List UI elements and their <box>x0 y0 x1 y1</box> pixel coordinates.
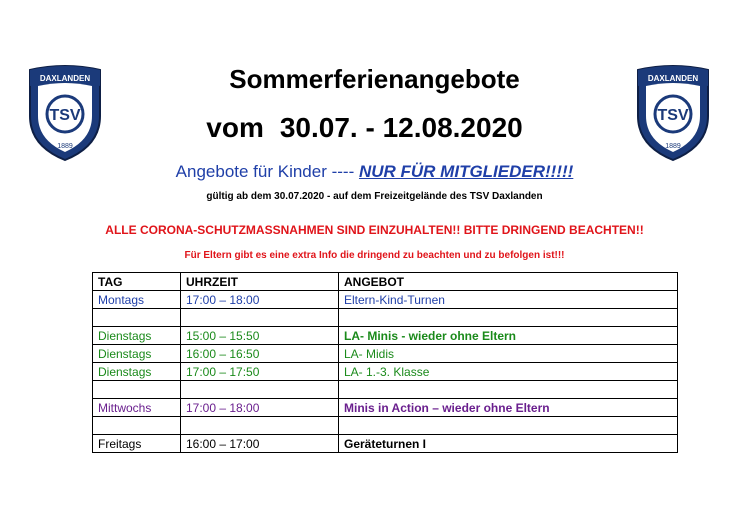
cell-offer: Eltern-Kind-Turnen <box>339 291 678 309</box>
cell-time: 16:00 – 17:00 <box>181 435 339 453</box>
cell-day: Dienstags <box>93 345 181 363</box>
cell-day: Dienstags <box>93 363 181 381</box>
table-row <box>93 327 678 345</box>
date-range: 30.07. - 12.08.2020 <box>279 112 523 143</box>
cell-time: 16:00 – 16:50 <box>181 345 339 363</box>
table-row-empty <box>93 417 678 435</box>
cell-offer: LA- Minis - wieder ohne Eltern <box>339 327 678 345</box>
date-prefix: vom <box>206 112 264 143</box>
svg-text:1889: 1889 <box>57 143 73 150</box>
schedule-table <box>92 272 678 453</box>
cell-day: Mittwochs <box>93 399 181 417</box>
subtitle-lead: Angebote für Kinder ---- <box>175 162 359 181</box>
svg-text:1889: 1889 <box>665 143 681 150</box>
table-row <box>93 345 678 363</box>
svg-text:DAXLANDEN: DAXLANDEN <box>647 74 699 83</box>
table-row <box>93 399 678 417</box>
cell-time: 17:00 – 17:50 <box>181 363 339 381</box>
svg-text:TSV: TSV <box>657 107 689 124</box>
subtitle-emphasis: NUR FÜR MITGLIEDER!!!!! <box>358 162 574 181</box>
table-row <box>93 435 678 453</box>
validity-note: gültig ab dem 30.07.2020 - auf dem Freizeitgelände des TSV Daxlanden <box>206 191 543 202</box>
cell-time: 17:00 – 18:00 <box>181 291 339 309</box>
table-row <box>93 363 678 381</box>
parents-warning: Für Eltern gibt es eine extra Info die dringend zu beachten und zu befolgen ist!!! <box>184 250 565 261</box>
cell-offer: LA- Midis <box>339 345 678 363</box>
corona-warning: ALLE CORONA-SCHUTZMASSNAHMEN SIND EINZUHALTEN!! BITTE DRINGEND BEACHTEN!! <box>105 223 644 237</box>
svg-text:TSV: TSV <box>49 107 81 124</box>
table-header-row <box>93 273 678 291</box>
table-row <box>93 291 678 309</box>
svg-text:DAXLANDEN: DAXLANDEN <box>39 74 91 83</box>
column-header-day: TAG <box>93 273 181 291</box>
subtitle <box>0 162 749 182</box>
column-header-offer: ANGEBOT <box>339 273 678 291</box>
cell-offer: Minis in Action – wieder ohne Eltern <box>339 399 678 417</box>
cell-time: 17:00 – 18:00 <box>181 399 339 417</box>
cell-offer: Geräteturnen I <box>339 435 678 453</box>
table-row-empty <box>93 309 678 327</box>
date-range-heading <box>0 112 739 144</box>
cell-time: 15:00 – 15:50 <box>181 327 339 345</box>
cell-day: Dienstags <box>93 327 181 345</box>
table-row-empty <box>93 381 678 399</box>
column-header-time: UHRZEIT <box>181 273 339 291</box>
cell-day: Freitags <box>93 435 181 453</box>
cell-offer: LA- 1.-3. Klasse <box>339 363 678 381</box>
page-title: Sommerferienangebote <box>229 64 520 94</box>
cell-day: Montags <box>93 291 181 309</box>
